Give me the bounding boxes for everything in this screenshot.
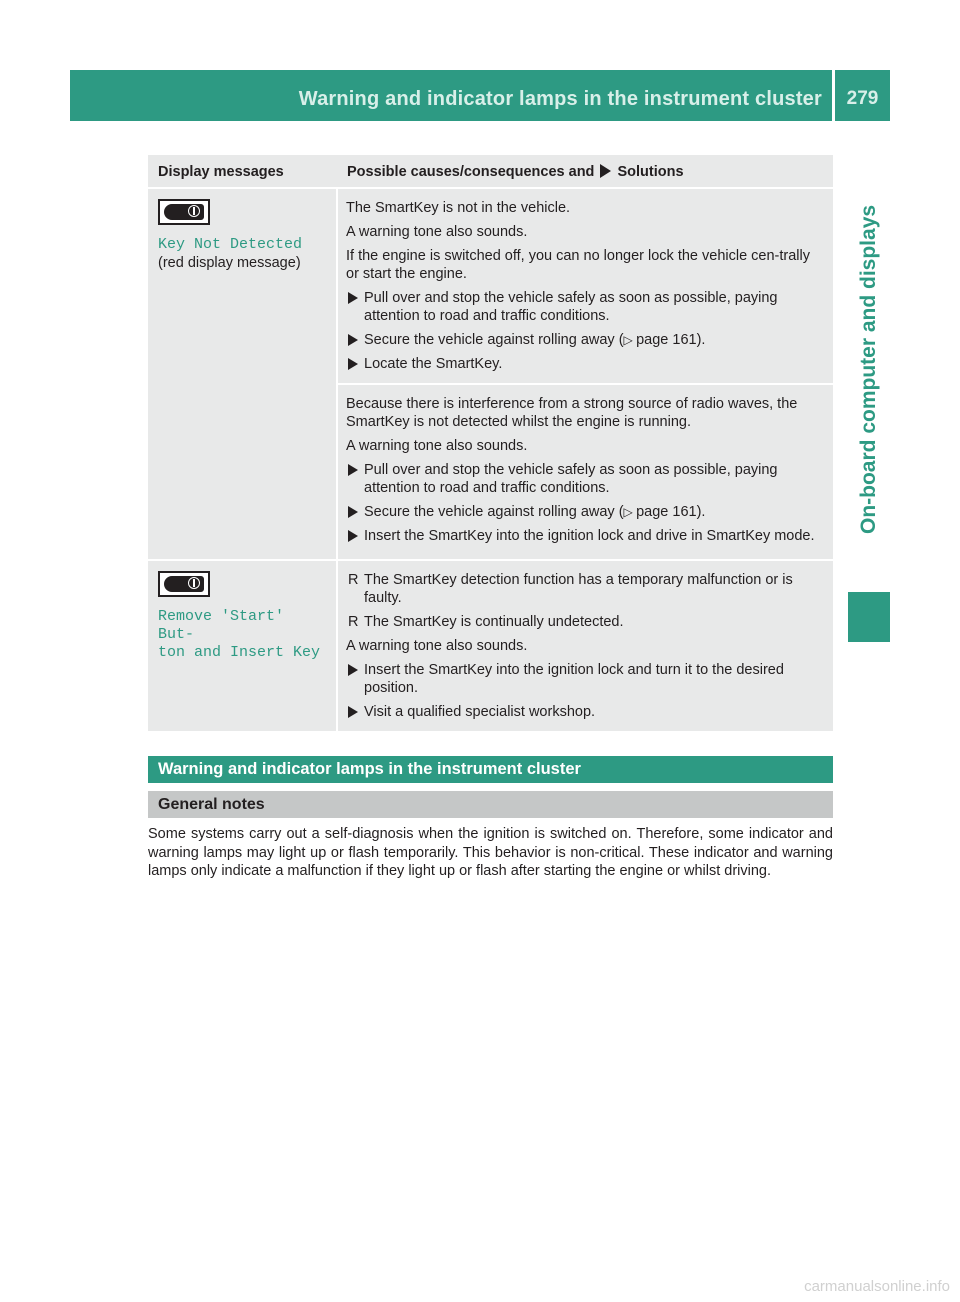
step-text: Pull over and stop the vehicle safely as soon as possible, paying attention to road and traffic conditions. bbox=[364, 290, 778, 324]
display-messages-table bbox=[148, 155, 833, 731]
cause-line: Because there is interference from a strong source of radio waves, the SmartKey is not detected whilst the engine is running. bbox=[346, 396, 798, 430]
cause-line: If the engine is switched off, you can no longer lock the vehicle cen-trally or start the engine. bbox=[346, 248, 810, 282]
display-message-text: Remove 'Start' But- ton and Insert Key bbox=[158, 608, 321, 661]
cause-line: A warning tone also sounds. bbox=[346, 438, 528, 454]
step-arrow-icon bbox=[348, 464, 358, 476]
table-row bbox=[148, 560, 833, 731]
table-row bbox=[148, 188, 833, 384]
solution-step bbox=[346, 527, 825, 545]
solution-step bbox=[346, 289, 825, 325]
step-arrow-icon bbox=[348, 292, 358, 304]
col-header-display-messages: Display messages bbox=[148, 155, 337, 188]
bullet-text: The SmartKey detection function has a temporary malfunction or is faulty. bbox=[364, 572, 793, 606]
bullet-icon: R bbox=[348, 572, 359, 588]
col-header-causes-text: Possible causes/consequences and bbox=[347, 164, 595, 180]
bullet-text: The SmartKey is continually undetected. bbox=[364, 614, 624, 630]
cause-bullet bbox=[346, 571, 825, 607]
causes-solutions-cell bbox=[337, 384, 833, 560]
step-text: Pull over and stop the vehicle safely as soon as possible, paying attention to road and traffic conditions. bbox=[364, 462, 778, 496]
step-text: Visit a qualified specialist workshop. bbox=[364, 704, 596, 720]
solution-step bbox=[346, 355, 825, 373]
causes-solutions-cell bbox=[337, 188, 833, 384]
col-header-solutions-text: Solutions bbox=[617, 164, 684, 180]
step-text: Secure the vehicle against rolling away ( bbox=[364, 504, 624, 520]
step-arrow-icon bbox=[348, 334, 358, 346]
solution-step bbox=[346, 461, 825, 497]
causes-solutions-cell bbox=[337, 560, 833, 731]
solution-step bbox=[346, 703, 825, 721]
step-text: Insert the SmartKey into the ignition lock and turn it to the desired position. bbox=[364, 662, 784, 696]
footer-watermark: carmanualsonline.info bbox=[804, 1278, 950, 1295]
display-message-text: Key Not Detected bbox=[158, 236, 303, 253]
step-text: Locate the SmartKey. bbox=[364, 356, 503, 372]
subsection-heading: General notes bbox=[148, 791, 833, 818]
cause-line: The SmartKey is not in the vehicle. bbox=[346, 200, 571, 216]
step-arrow-icon bbox=[348, 706, 358, 718]
cause-line: A warning tone also sounds. bbox=[346, 638, 528, 654]
col-header-causes-solutions bbox=[337, 155, 833, 188]
section-heading: Warning and indicator lamps in the instrument cluster bbox=[148, 756, 833, 783]
side-tab-label: On-board computer and displays bbox=[857, 204, 880, 534]
display-message-note: (red display message) bbox=[158, 255, 301, 271]
step-arrow-icon bbox=[348, 664, 358, 676]
key-warning-icon bbox=[158, 199, 210, 225]
step-text: Insert the SmartKey into the ignition lock and drive in SmartKey mode. bbox=[364, 528, 815, 544]
body-paragraph: Some systems carry out a self-diagnosis when the ignition is switched on. Therefore, some indicator and warning lamps may light up or flash temporarily. This behavior is non-critical. These indicator and warning lamps only indicate a malfunction if they light up or flash after starting the engine or whilst driving. bbox=[148, 826, 833, 879]
step-arrow-icon bbox=[348, 530, 358, 542]
side-tab-marker bbox=[848, 592, 890, 642]
page-reference-link[interactable]: page 161). bbox=[636, 504, 706, 520]
cause-bullet bbox=[346, 613, 825, 631]
page-number: 279 bbox=[846, 88, 879, 109]
step-arrow-icon bbox=[348, 506, 358, 518]
solution-step bbox=[346, 331, 825, 349]
arrow-right-icon bbox=[600, 164, 611, 178]
table-header-row bbox=[148, 155, 833, 188]
page-ref-icon: ▷ bbox=[623, 505, 637, 519]
solution-step bbox=[346, 503, 825, 521]
step-arrow-icon bbox=[348, 358, 358, 370]
display-message-cell bbox=[148, 560, 337, 731]
header-title: Warning and indicator lamps in the instrument cluster bbox=[298, 88, 822, 110]
page-header bbox=[70, 70, 890, 121]
page-reference-link[interactable]: page 161). bbox=[636, 332, 706, 348]
side-tab bbox=[848, 130, 890, 650]
step-text: Secure the vehicle against rolling away ( bbox=[364, 332, 624, 348]
bullet-icon: R bbox=[348, 614, 359, 630]
solution-step bbox=[346, 661, 825, 697]
key-warning-icon bbox=[158, 571, 210, 597]
display-message-cell bbox=[148, 188, 337, 560]
page-ref-icon: ▷ bbox=[623, 333, 637, 347]
cause-line: A warning tone also sounds. bbox=[346, 224, 528, 240]
